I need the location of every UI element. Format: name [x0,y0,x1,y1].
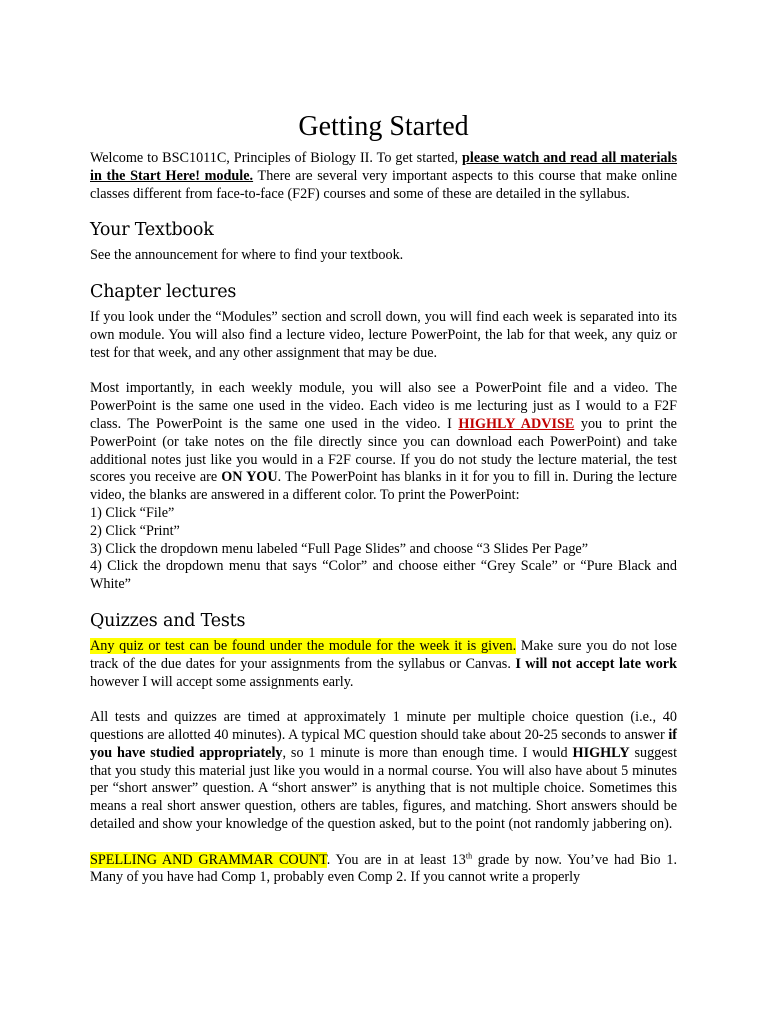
quizzes-text: however I will accept some assignments early. [90,673,354,690]
intro-paragraph [90,150,677,203]
quizzes-paragraph-3 [90,852,677,888]
intro-text-rest: There are several very important aspects to this course that make online classes different from face-to-face (F2F) courses and some of these are detailed in the syllabus. [90,167,677,202]
quizzes-paragraph-1 [90,638,677,691]
lectures-paragraph-2 [90,380,677,505]
highly-emphasis: HIGHLY [572,744,630,761]
lectures-heading: Chapter lectures [90,282,237,303]
document-page [90,110,677,887]
intro-text: Welcome to BSC1011C, Principles of Biology II. To get started, [90,150,462,166]
spelling-grammar-highlight: SPELLING AND GRAMMAR COUNT [90,851,327,868]
superscript-th: th [465,850,473,860]
print-step: 2) Click “Print” [90,522,180,539]
lectures-text: Most importantly, in each weekly module, you will also see a PowerPoint file and a video. The PowerPoint is the same one used in the video. Each video is me lecturing just as I would to a F2F class. The PowerPoint is the same one used in the video. I [90,380,677,432]
print-step: 1) Click “File” [90,504,175,521]
quizzes-text: grade by now. You’ve had Bio 1. Many of you have had Comp 1, probably even Comp 2. If you cannot write a properly [90,851,678,886]
highly-advise-emphasis: HIGHLY ADVISE [458,415,575,432]
print-step: 4) Click the dropdown menu that says “Color” and choose either “Grey Scale” or “Pure Black and White” [90,558,677,593]
quizzes-text: , so 1 minute is more than enough time. I would [282,744,573,761]
quizzes-text: Make sure you do not lose track of the due dates for your assignments from the syllabus or Canvas. [90,637,677,672]
studied-emphasis: if you have studied appropriately [90,726,677,761]
lectures-text: . The PowerPoint has blanks in it for you to fill in. During the lecture video, the blanks are answered in a different color. To print the PowerPoint: [90,469,677,504]
late-work-emphasis: I will not accept late work [515,655,677,672]
quizzes-text: suggest that you study this material just like you would in a normal course. You will also have about 5 minutes per “short answer” question. A “short answer” is anything that is not multiple choice. Sometimes this means a real short answer question, others are tables, figures, and matching. Short answers should be detailed and show your knowledge of the question asked, but to the point (not randomly jabbering on). [90,744,678,832]
page-title: Getting Started [298,111,469,142]
lectures-paragraph-1: If you look under the “Modules” section and scroll down, you will find each week is separated into its own module. You will also find a lecture video, lecture PowerPoint, the lab for that week, any quiz or test for that week, and any other assignment that may be due. [90,309,677,361]
highlighted-text: Any quiz or test can be found under the module for the week it is given. [90,637,517,654]
lectures-text: you to print the PowerPoint (or take notes on the file directly since you can download each PowerPoint) and take additional notes just like you would in a F2F course. If you do not study the lecture material, the test scores you receive are [90,415,677,486]
quizzes-text: All tests and quizzes are timed at approximately 1 minute per multiple choice question (i.e., 40 questions are allotted 40 minutes). A typical MC question should take about 20-25 seconds to answer [90,709,677,743]
quizzes-heading: Quizzes and Tests [90,610,246,631]
print-step: 3) Click the dropdown menu labeled “Full Page Slides” and choose “3 Slides Per Page” [90,540,589,557]
quizzes-text: . You are in at least 13 [326,851,466,868]
textbook-heading: Your Textbook [90,220,214,241]
quizzes-paragraph-2 [90,709,677,834]
textbook-paragraph: See the announcement for where to find your textbook. [90,247,404,264]
intro-emphasis: please watch and read all materials in the Start Here! module. [90,150,677,184]
on-you-emphasis: ON YOU [221,469,278,486]
